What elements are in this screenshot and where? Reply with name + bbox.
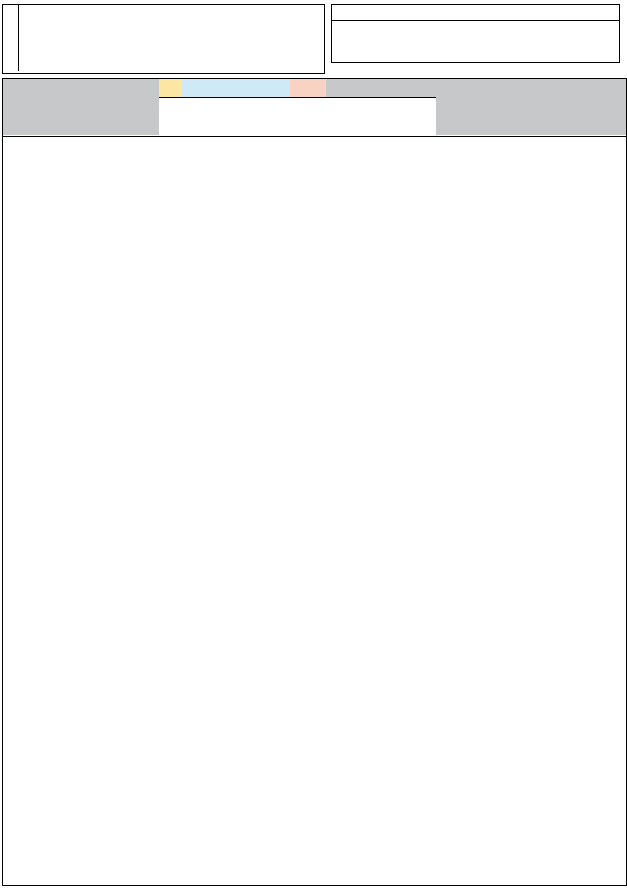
header-available-tools <box>568 79 626 135</box>
header-dimensions <box>326 79 436 98</box>
workpiece-side-band <box>3 5 19 71</box>
inserts-table <box>2 78 627 886</box>
workpiece-table <box>2 4 325 74</box>
header-uncoated <box>290 79 326 98</box>
header-cermet <box>159 79 182 98</box>
header-coated <box>182 79 290 98</box>
header-inserts <box>3 79 76 135</box>
legend-title <box>332 5 619 21</box>
table-header <box>3 79 626 137</box>
header-geometries <box>436 79 568 135</box>
header-designation <box>76 79 159 135</box>
machining-types-legend <box>331 4 620 63</box>
